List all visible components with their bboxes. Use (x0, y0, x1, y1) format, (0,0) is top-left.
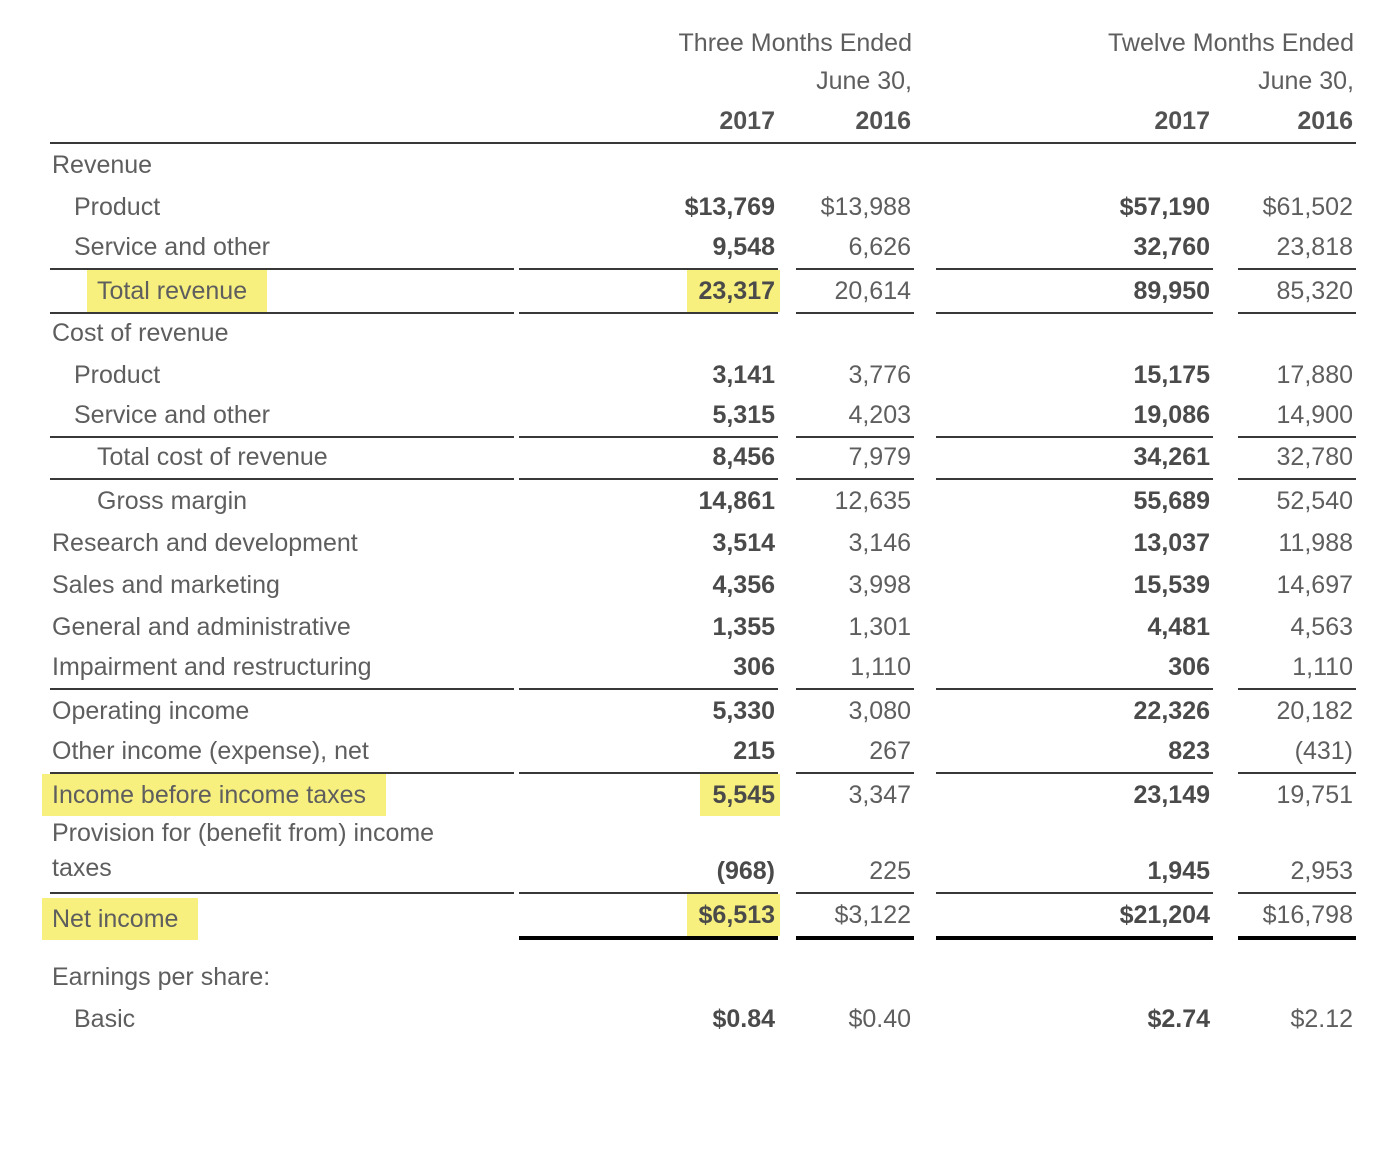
row-label (50, 354, 514, 396)
column-gap (914, 354, 936, 396)
year-column-header-3m-2016: 2016 (855, 107, 911, 135)
row-label (50, 774, 514, 816)
column-gap (914, 438, 936, 480)
value-cell (796, 228, 914, 270)
value-text: $0.40 (848, 1005, 911, 1033)
value-cell (936, 522, 1213, 564)
column-gap (778, 648, 796, 690)
value-cell (519, 228, 778, 270)
table-row (50, 774, 1356, 816)
column-gap (778, 270, 796, 314)
value-text: 3,998 (848, 571, 911, 599)
value-cell (519, 186, 778, 228)
column-gap (1213, 312, 1238, 354)
value-text: 4,203 (848, 401, 911, 429)
label-text: Product (74, 193, 161, 221)
value-text: 7,979 (848, 443, 911, 471)
value-text: 267 (869, 737, 911, 765)
value-cell (1238, 564, 1356, 606)
column-gap (778, 144, 796, 186)
value-text: 3,080 (848, 697, 911, 725)
column-gap (778, 480, 796, 522)
value-text: 3,514 (712, 529, 775, 557)
value-highlight: $6,513 (687, 894, 780, 936)
row-label (50, 732, 514, 774)
table-row (50, 998, 1356, 1040)
value-text: 12,635 (834, 487, 911, 515)
value-text: 4,356 (712, 571, 775, 599)
value-cell (519, 480, 778, 522)
value-cell (796, 956, 914, 998)
value-cell (936, 732, 1213, 774)
row-label (50, 564, 514, 606)
value-text: $2.12 (1290, 1005, 1353, 1033)
value-text: 2,953 (1290, 857, 1353, 885)
column-gap (778, 894, 796, 940)
value-cell (796, 648, 914, 690)
value-text: 8,456 (712, 443, 775, 471)
value-cell (1238, 480, 1356, 522)
value-highlight: 23,317 (687, 270, 780, 312)
table-row (50, 144, 1356, 186)
label-text: Operating income (52, 697, 250, 725)
column-gap (778, 690, 796, 732)
value-text: 3,776 (848, 361, 911, 389)
value-cell (519, 816, 778, 894)
value-cell (796, 606, 914, 648)
row-label (50, 396, 514, 438)
value-cell (796, 144, 914, 186)
row-label (50, 228, 514, 270)
value-cell (936, 606, 1213, 648)
value-text: 32,780 (1276, 443, 1353, 471)
value-text: 13,037 (1133, 529, 1210, 557)
label-text: Product (74, 361, 161, 389)
column-gap (914, 774, 936, 816)
value-cell (519, 564, 778, 606)
value-cell (1238, 438, 1356, 480)
label-text: Service and other (74, 401, 270, 429)
column-gap (1213, 186, 1238, 228)
value-cell (936, 998, 1213, 1040)
value-cell (796, 732, 914, 774)
value-text: 17,880 (1276, 361, 1353, 389)
column-gap (1213, 732, 1238, 774)
value-cell (936, 480, 1213, 522)
value-cell (936, 956, 1213, 998)
column-gap (914, 396, 936, 438)
period-subtitle-twelve-months: June 30, (1258, 67, 1354, 95)
value-text: $57,190 (1119, 193, 1210, 221)
value-text: 20,182 (1276, 697, 1353, 725)
value-text: $16,798 (1262, 901, 1353, 929)
value-cell (519, 312, 778, 354)
value-text: (431) (1294, 737, 1353, 765)
period-title-three-months: Three Months Ended (678, 29, 912, 57)
value-text: 4,481 (1147, 613, 1210, 641)
table-row (50, 732, 1356, 774)
value-cell (519, 354, 778, 396)
value-text: 9,548 (712, 233, 775, 261)
value-text: 5,330 (712, 697, 775, 725)
table-row (50, 186, 1356, 228)
table-row (50, 564, 1356, 606)
column-gap (778, 312, 796, 354)
row-label (50, 270, 514, 314)
label-text: Provision for (benefit from) income taxes (52, 819, 435, 882)
year-column-header-3m-2017: 2017 (719, 107, 775, 135)
value-text: 22,326 (1133, 697, 1210, 725)
value-text: 4,563 (1290, 613, 1353, 641)
column-gap (778, 732, 796, 774)
value-cell (796, 690, 914, 732)
value-cell (936, 144, 1213, 186)
value-cell (936, 270, 1213, 314)
statement-rows (50, 144, 1400, 1040)
column-gap (778, 564, 796, 606)
value-text: 823 (1168, 737, 1210, 765)
column-gap (778, 186, 796, 228)
row-label (50, 312, 514, 354)
value-text: 1,945 (1147, 857, 1210, 885)
table-row (50, 816, 1356, 894)
table-header (50, 26, 1400, 144)
value-cell (1238, 228, 1356, 270)
label-text: Service and other (74, 233, 270, 261)
column-gap (1213, 774, 1238, 816)
column-gap (1213, 354, 1238, 396)
label-text: General and administrative (52, 613, 351, 641)
value-text: 11,988 (1278, 529, 1353, 557)
empty-header-cell (50, 102, 514, 142)
value-text: $21,204 (1119, 901, 1210, 929)
table-row (50, 690, 1356, 732)
label-text: Basic (74, 1005, 136, 1033)
value-text: 3,141 (712, 361, 775, 389)
value-highlight: 5,545 (700, 774, 780, 816)
value-text: 85,320 (1276, 277, 1353, 305)
value-cell (519, 396, 778, 438)
value-cell (1238, 816, 1356, 894)
column-gap (1213, 648, 1238, 690)
column-gap (778, 956, 796, 998)
row-label (50, 894, 514, 940)
value-cell (1238, 522, 1356, 564)
value-text: 32,760 (1133, 233, 1210, 261)
value-text: 23,818 (1276, 233, 1353, 261)
label-text: Research and development (52, 529, 358, 557)
column-gap (778, 396, 796, 438)
table-row (50, 522, 1356, 564)
column-gap (1213, 606, 1238, 648)
column-gap (914, 102, 936, 142)
value-text: 225 (869, 857, 911, 885)
value-cell (936, 564, 1213, 606)
column-gap (914, 606, 936, 648)
row-label (50, 186, 514, 228)
value-cell (936, 186, 1213, 228)
value-text: 1,355 (712, 613, 775, 641)
table-row (50, 228, 1356, 270)
column-gap (1213, 956, 1238, 998)
column-gap (914, 270, 936, 314)
value-cell (1238, 690, 1356, 732)
row-label (50, 606, 514, 648)
label-text: Gross margin (97, 487, 248, 515)
row-label (50, 816, 514, 894)
year-column-header-12m-2017: 2017 (1154, 107, 1210, 135)
value-text: 14,900 (1276, 401, 1353, 429)
column-gap (778, 606, 796, 648)
value-text: 20,614 (834, 277, 911, 305)
value-cell (1238, 312, 1356, 354)
row-label (50, 956, 514, 998)
value-cell (519, 144, 778, 186)
value-text: 1,110 (850, 653, 911, 681)
column-gap (1213, 396, 1238, 438)
column-gap (914, 480, 936, 522)
value-cell (519, 438, 778, 480)
value-cell (519, 648, 778, 690)
value-text: $13,769 (684, 193, 775, 221)
table-row (50, 648, 1356, 690)
value-cell (519, 774, 778, 816)
value-cell (936, 690, 1213, 732)
value-text: 34,261 (1133, 443, 1210, 471)
value-text: 14,861 (698, 487, 775, 515)
row-label (50, 438, 514, 480)
value-cell (519, 956, 778, 998)
row-label (50, 690, 514, 732)
label-text: Earnings per share: (52, 963, 271, 991)
column-gap (1213, 270, 1238, 314)
value-cell (796, 894, 914, 940)
value-cell (1238, 774, 1356, 816)
value-text: 215 (733, 737, 775, 765)
value-cell (936, 774, 1213, 816)
column-gap (1213, 690, 1238, 732)
value-text: 3,347 (848, 781, 911, 809)
value-cell (519, 522, 778, 564)
value-cell (796, 564, 914, 606)
table-row (50, 354, 1356, 396)
label-text: Impairment and restructuring (52, 653, 372, 681)
row-label (50, 480, 514, 522)
column-gap (914, 522, 936, 564)
value-cell (936, 396, 1213, 438)
value-cell (519, 732, 778, 774)
column-gap (1213, 144, 1238, 186)
value-cell (1238, 144, 1356, 186)
value-text: 52,540 (1276, 487, 1353, 515)
value-cell (796, 816, 914, 894)
value-text: 5,315 (712, 401, 775, 429)
value-cell (796, 312, 914, 354)
value-cell (936, 816, 1213, 894)
value-cell (796, 522, 914, 564)
value-cell (519, 998, 778, 1040)
value-cell (936, 354, 1213, 396)
column-gap (1213, 438, 1238, 480)
value-text: 15,175 (1133, 361, 1210, 389)
value-cell (796, 270, 914, 314)
row-label (50, 998, 514, 1040)
table-row (50, 312, 1356, 354)
column-gap (1213, 102, 1238, 142)
value-cell (1238, 648, 1356, 690)
column-gap (914, 186, 936, 228)
column-gap (914, 732, 936, 774)
value-cell (936, 228, 1213, 270)
value-text: 89,950 (1133, 277, 1210, 305)
label-text: Revenue (52, 151, 153, 179)
period-subtitle-three-months: June 30, (816, 67, 912, 95)
value-cell (796, 438, 914, 480)
value-text: $2.74 (1147, 1005, 1210, 1033)
column-gap (1213, 480, 1238, 522)
value-cell (936, 894, 1213, 940)
value-cell (1238, 270, 1356, 314)
value-cell (1238, 956, 1356, 998)
value-text: $3,122 (834, 901, 911, 929)
column-gap (1213, 894, 1238, 940)
column-gap (778, 774, 796, 816)
column-gap (778, 228, 796, 270)
value-text: $13,988 (820, 193, 911, 221)
value-text: 23,149 (1133, 781, 1210, 809)
label-text: Cost of revenue (52, 319, 229, 347)
row-label (50, 522, 514, 564)
value-text: 306 (733, 653, 775, 681)
value-text: 15,539 (1133, 571, 1210, 599)
value-cell (1238, 998, 1356, 1040)
column-gap (914, 648, 936, 690)
value-text: 19,086 (1133, 401, 1210, 429)
column-gap (914, 894, 936, 940)
value-cell (1238, 732, 1356, 774)
column-gap (914, 144, 936, 186)
value-cell (796, 354, 914, 396)
row-label (50, 144, 514, 186)
header-years-row (50, 102, 1356, 142)
column-gap (914, 956, 936, 998)
column-gap (914, 564, 936, 606)
column-gap (778, 438, 796, 480)
value-text: 19,751 (1276, 781, 1353, 809)
label-text: Other income (expense), net (52, 737, 369, 765)
value-text: 306 (1168, 653, 1210, 681)
value-cell (1238, 606, 1356, 648)
value-text: 55,689 (1133, 487, 1210, 515)
column-gap (1213, 816, 1238, 894)
value-text: $0.84 (712, 1005, 775, 1033)
value-text: (968) (716, 857, 775, 885)
period-title-twelve-months: Twelve Months Ended (1108, 29, 1354, 57)
value-cell (936, 312, 1213, 354)
label-highlight: Net income (42, 898, 198, 940)
header-subtitle-row (50, 64, 1356, 102)
column-gap (1213, 522, 1238, 564)
table-row (50, 894, 1356, 940)
value-cell (519, 894, 778, 940)
value-cell (796, 998, 914, 1040)
label-text: Total cost of revenue (97, 443, 328, 471)
table-row (50, 270, 1356, 312)
column-gap (914, 690, 936, 732)
column-gap (1213, 998, 1238, 1040)
table-row (50, 438, 1356, 480)
column-gap (1213, 228, 1238, 270)
label-highlight: Income before income taxes (42, 774, 386, 816)
value-text: 3,146 (848, 529, 911, 557)
value-cell (796, 480, 914, 522)
table-row (50, 956, 1356, 998)
value-text: $61,502 (1262, 193, 1353, 221)
value-cell (1238, 894, 1356, 940)
value-cell (1238, 354, 1356, 396)
table-row (50, 480, 1356, 522)
value-cell (519, 606, 778, 648)
value-cell (1238, 186, 1356, 228)
column-gap (914, 312, 936, 354)
value-cell (519, 270, 778, 314)
column-gap (778, 354, 796, 396)
value-cell (796, 774, 914, 816)
value-cell (1238, 396, 1356, 438)
header-title-row (50, 26, 1356, 64)
value-cell (936, 438, 1213, 480)
column-gap (914, 816, 936, 894)
value-text: 1,110 (1292, 653, 1353, 681)
value-text: 14,697 (1276, 571, 1353, 599)
column-gap (914, 228, 936, 270)
value-cell (796, 396, 914, 438)
label-highlight: Total revenue (87, 270, 267, 312)
column-gap (778, 998, 796, 1040)
column-gap (778, 816, 796, 894)
value-text: 1,301 (848, 613, 911, 641)
value-text: 6,626 (848, 233, 911, 261)
table-row (50, 396, 1356, 438)
column-gap (1213, 564, 1238, 606)
label-text: Sales and marketing (52, 571, 280, 599)
table-row (50, 606, 1356, 648)
year-column-header-12m-2016: 2016 (1297, 107, 1353, 135)
column-gap (778, 102, 796, 142)
column-gap (778, 522, 796, 564)
column-gap (914, 998, 936, 1040)
value-cell (796, 186, 914, 228)
value-cell (936, 648, 1213, 690)
row-label (50, 648, 514, 690)
value-cell (519, 690, 778, 732)
